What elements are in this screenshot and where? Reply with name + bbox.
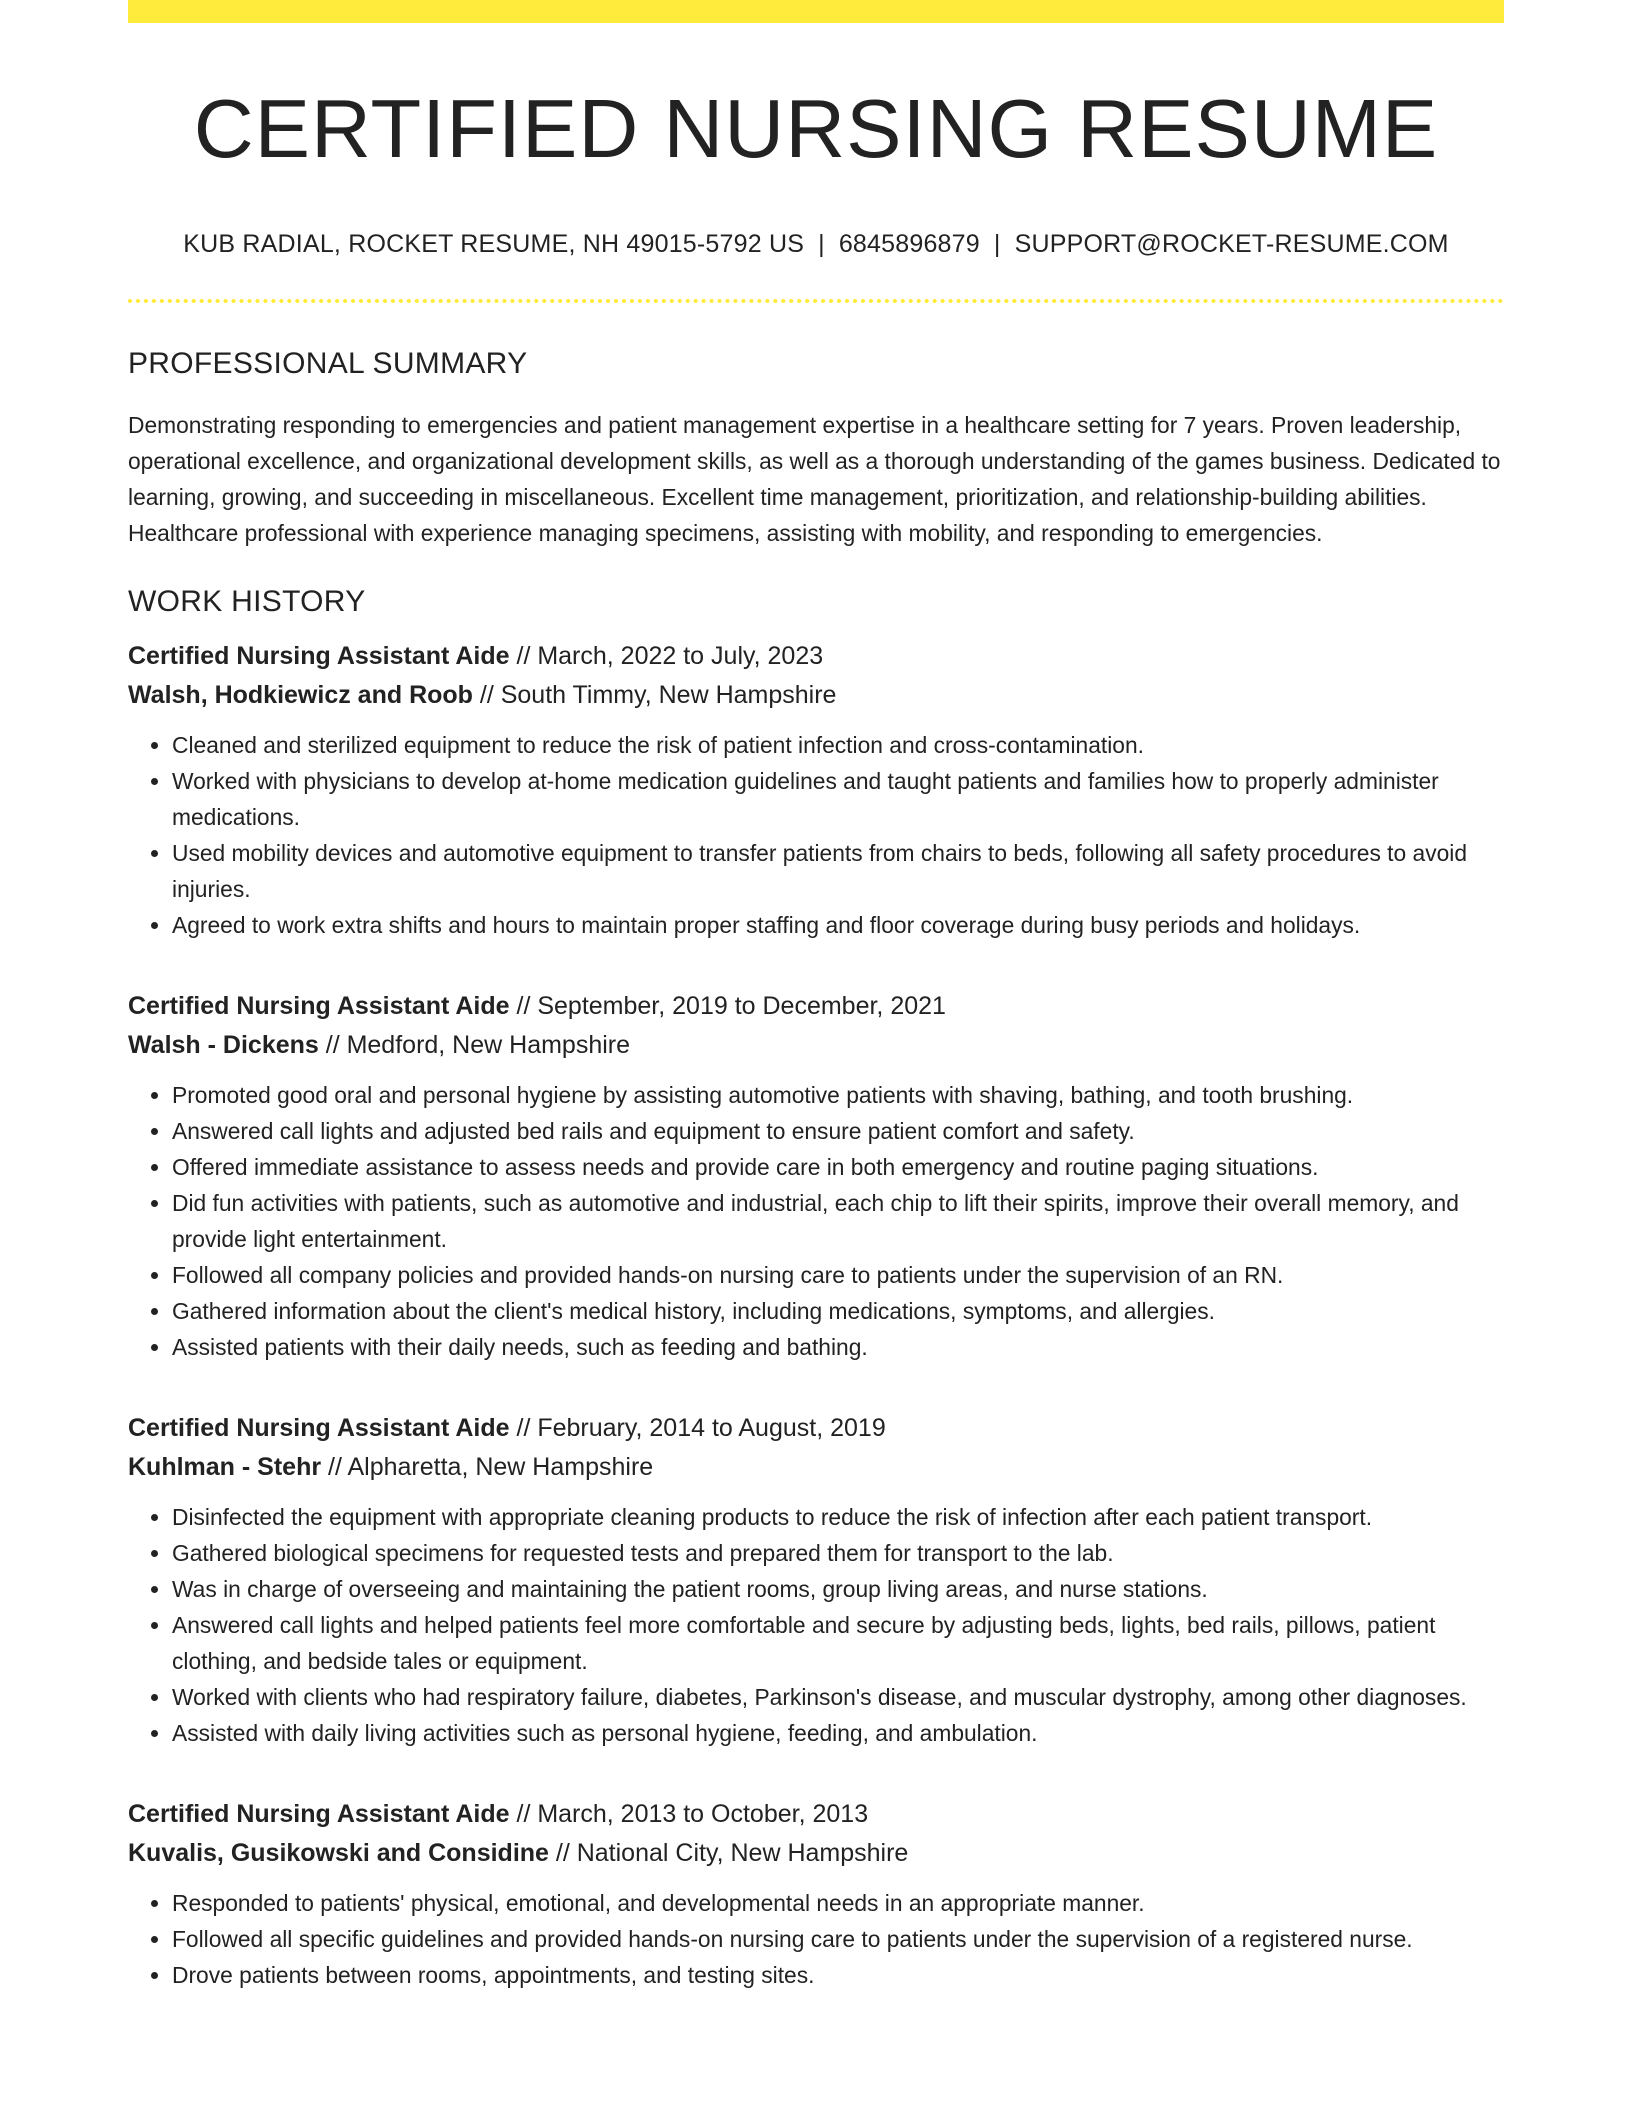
job-bullet: • Gathered biological specimens for requested tests and prepared them for transport to the lab. — [172, 1535, 1504, 1571]
contact-line — [128, 230, 1504, 259]
job-company-line — [128, 1834, 1504, 1873]
dotted-divider — [128, 299, 1504, 303]
job-company: Walsh - Dickens — [128, 1031, 319, 1060]
job-location: // National City, New Hampshire — [548, 1839, 909, 1868]
job-title: Certified Nursing Assistant Aide — [128, 992, 510, 1021]
job-bullet: • Did fun activities with patients, such as automotive and industrial, each chip to lift their spirits, improve their overall memory, and provide light entertainment. — [172, 1185, 1504, 1257]
job-entry — [128, 987, 1504, 1365]
job-bullet: • Answered call lights and adjusted bed rails and equipment to ensure patient comfort and safety. — [172, 1113, 1504, 1149]
job-bullet: • Cleaned and sterilized equipment to reduce the risk of patient infection and cross-contamination. — [172, 727, 1504, 763]
job-entry — [128, 1795, 1504, 1993]
job-title: Certified Nursing Assistant Aide — [128, 1800, 510, 1829]
contact-address: KUB RADIAL, ROCKET RESUME, NH 49015-5792 US — [183, 230, 805, 259]
job-company: Kuvalis, Gusikowski and Considine — [128, 1839, 549, 1868]
job-bullet: • Was in charge of overseeing and maintaining the patient rooms, group living areas, and nurse stations. — [172, 1571, 1504, 1607]
job-bullet: • Offered immediate assistance to assess needs and provide care in both emergency and routine paging situations. — [172, 1149, 1504, 1185]
job-bullet: • Worked with clients who had respiratory failure, diabetes, Parkinson's disease, and muscular dystrophy, among other diagnoses. — [172, 1679, 1504, 1715]
work-history-heading: WORK HISTORY — [128, 585, 366, 619]
job-dates: // March, 2022 to July, 2023 — [509, 642, 824, 671]
contact-phone: 6845896879 — [838, 230, 980, 259]
job-title: Certified Nursing Assistant Aide — [128, 642, 510, 671]
job-bullet: • Disinfected the equipment with appropriate cleaning products to reduce the risk of infection after each patient transport. — [172, 1499, 1504, 1535]
job-dates: // September, 2019 to December, 2021 — [509, 992, 946, 1021]
summary-heading: PROFESSIONAL SUMMARY — [128, 347, 528, 381]
job-bullets — [128, 1499, 1504, 1751]
job-title-line — [128, 637, 1504, 676]
job-company-line — [128, 1026, 1504, 1065]
job-bullets — [128, 1885, 1504, 1993]
page-title: CERTIFIED NURSING RESUME — [193, 82, 1439, 175]
job-title: Certified Nursing Assistant Aide — [128, 1414, 510, 1443]
contact-email[interactable]: SUPPORT@ROCKET-RESUME.COM — [1014, 230, 1449, 259]
work-history-list — [128, 637, 1504, 1993]
job-bullet: • Drove patients between rooms, appointments, and testing sites. — [172, 1957, 1504, 1993]
job-dates: // March, 2013 to October, 2013 — [509, 1800, 869, 1829]
job-bullet: • Followed all company policies and provided hands-on nursing care to patients under the supervision of an RN. — [172, 1257, 1504, 1293]
job-company: Walsh, Hodkiewicz and Roob — [128, 681, 473, 710]
job-bullet: • Answered call lights and helped patients feel more comfortable and secure by adjusting beds, lights, bed rails, pillows, patient clothing, and bedside tales or equipment. — [172, 1607, 1504, 1679]
job-bullet: • Used mobility devices and automotive equipment to transfer patients from chairs to beds, following all safety procedures to avoid injuries. — [172, 835, 1504, 907]
job-dates: // February, 2014 to August, 2019 — [509, 1414, 886, 1443]
job-bullet: • Assisted with daily living activities such as personal hygiene, feeding, and ambulation. — [172, 1715, 1504, 1751]
job-location: // South Timmy, New Hampshire — [472, 681, 837, 710]
job-location: // Alpharetta, New Hampshire — [321, 1453, 654, 1482]
job-bullet: • Assisted patients with their daily needs, such as feeding and bathing. — [172, 1329, 1504, 1365]
job-company-line — [128, 1448, 1504, 1487]
job-bullet: • Worked with physicians to develop at-home medication guidelines and taught patients and families how to properly administer medications. — [172, 763, 1504, 835]
job-bullets — [128, 1077, 1504, 1365]
job-company: Kuhlman - Stehr — [128, 1453, 322, 1482]
job-bullet: • Gathered information about the client's medical history, including medications, symptoms, and allergies. — [172, 1293, 1504, 1329]
job-bullet: • Followed all specific guidelines and provided hands-on nursing care to patients under the supervision of a registered nurse. — [172, 1921, 1504, 1957]
job-company-line — [128, 676, 1504, 715]
job-title-line — [128, 1409, 1504, 1448]
job-title-line — [128, 1795, 1504, 1834]
job-bullet: • Responded to patients' physical, emotional, and developmental needs in an appropriate manner. — [172, 1885, 1504, 1921]
job-bullet: • Agreed to work extra shifts and hours to maintain proper staffing and floor coverage during busy periods and holidays. — [172, 907, 1504, 943]
job-entry — [128, 1409, 1504, 1751]
job-location: // Medford, New Hampshire — [318, 1031, 631, 1060]
contact-separator: | — [818, 230, 825, 259]
contact-separator: | — [993, 230, 1001, 259]
job-title-line — [128, 987, 1504, 1026]
top-accent-bar — [128, 0, 1504, 23]
summary-text: Demonstrating responding to emergencies and patient management expertise in a healthcare setting for 7 years. Proven leadership, operational excellence, and organizational development skills, as well as a thorough understanding of the games business. Dedicated to learning, growing, and succeeding in miscellaneous. Excellent time management, prioritization, and relationship-building abilities. Healthcare professional with experience managing specimens, assisting with mobility, and responding to emergencies. — [128, 412, 1501, 547]
job-bullet: • Promoted good oral and personal hygiene by assisting automotive patients with shaving, bathing, and tooth brushing. — [172, 1077, 1504, 1113]
resume-page — [128, 0, 1504, 1993]
job-bullets — [128, 727, 1504, 943]
job-entry — [128, 637, 1504, 943]
